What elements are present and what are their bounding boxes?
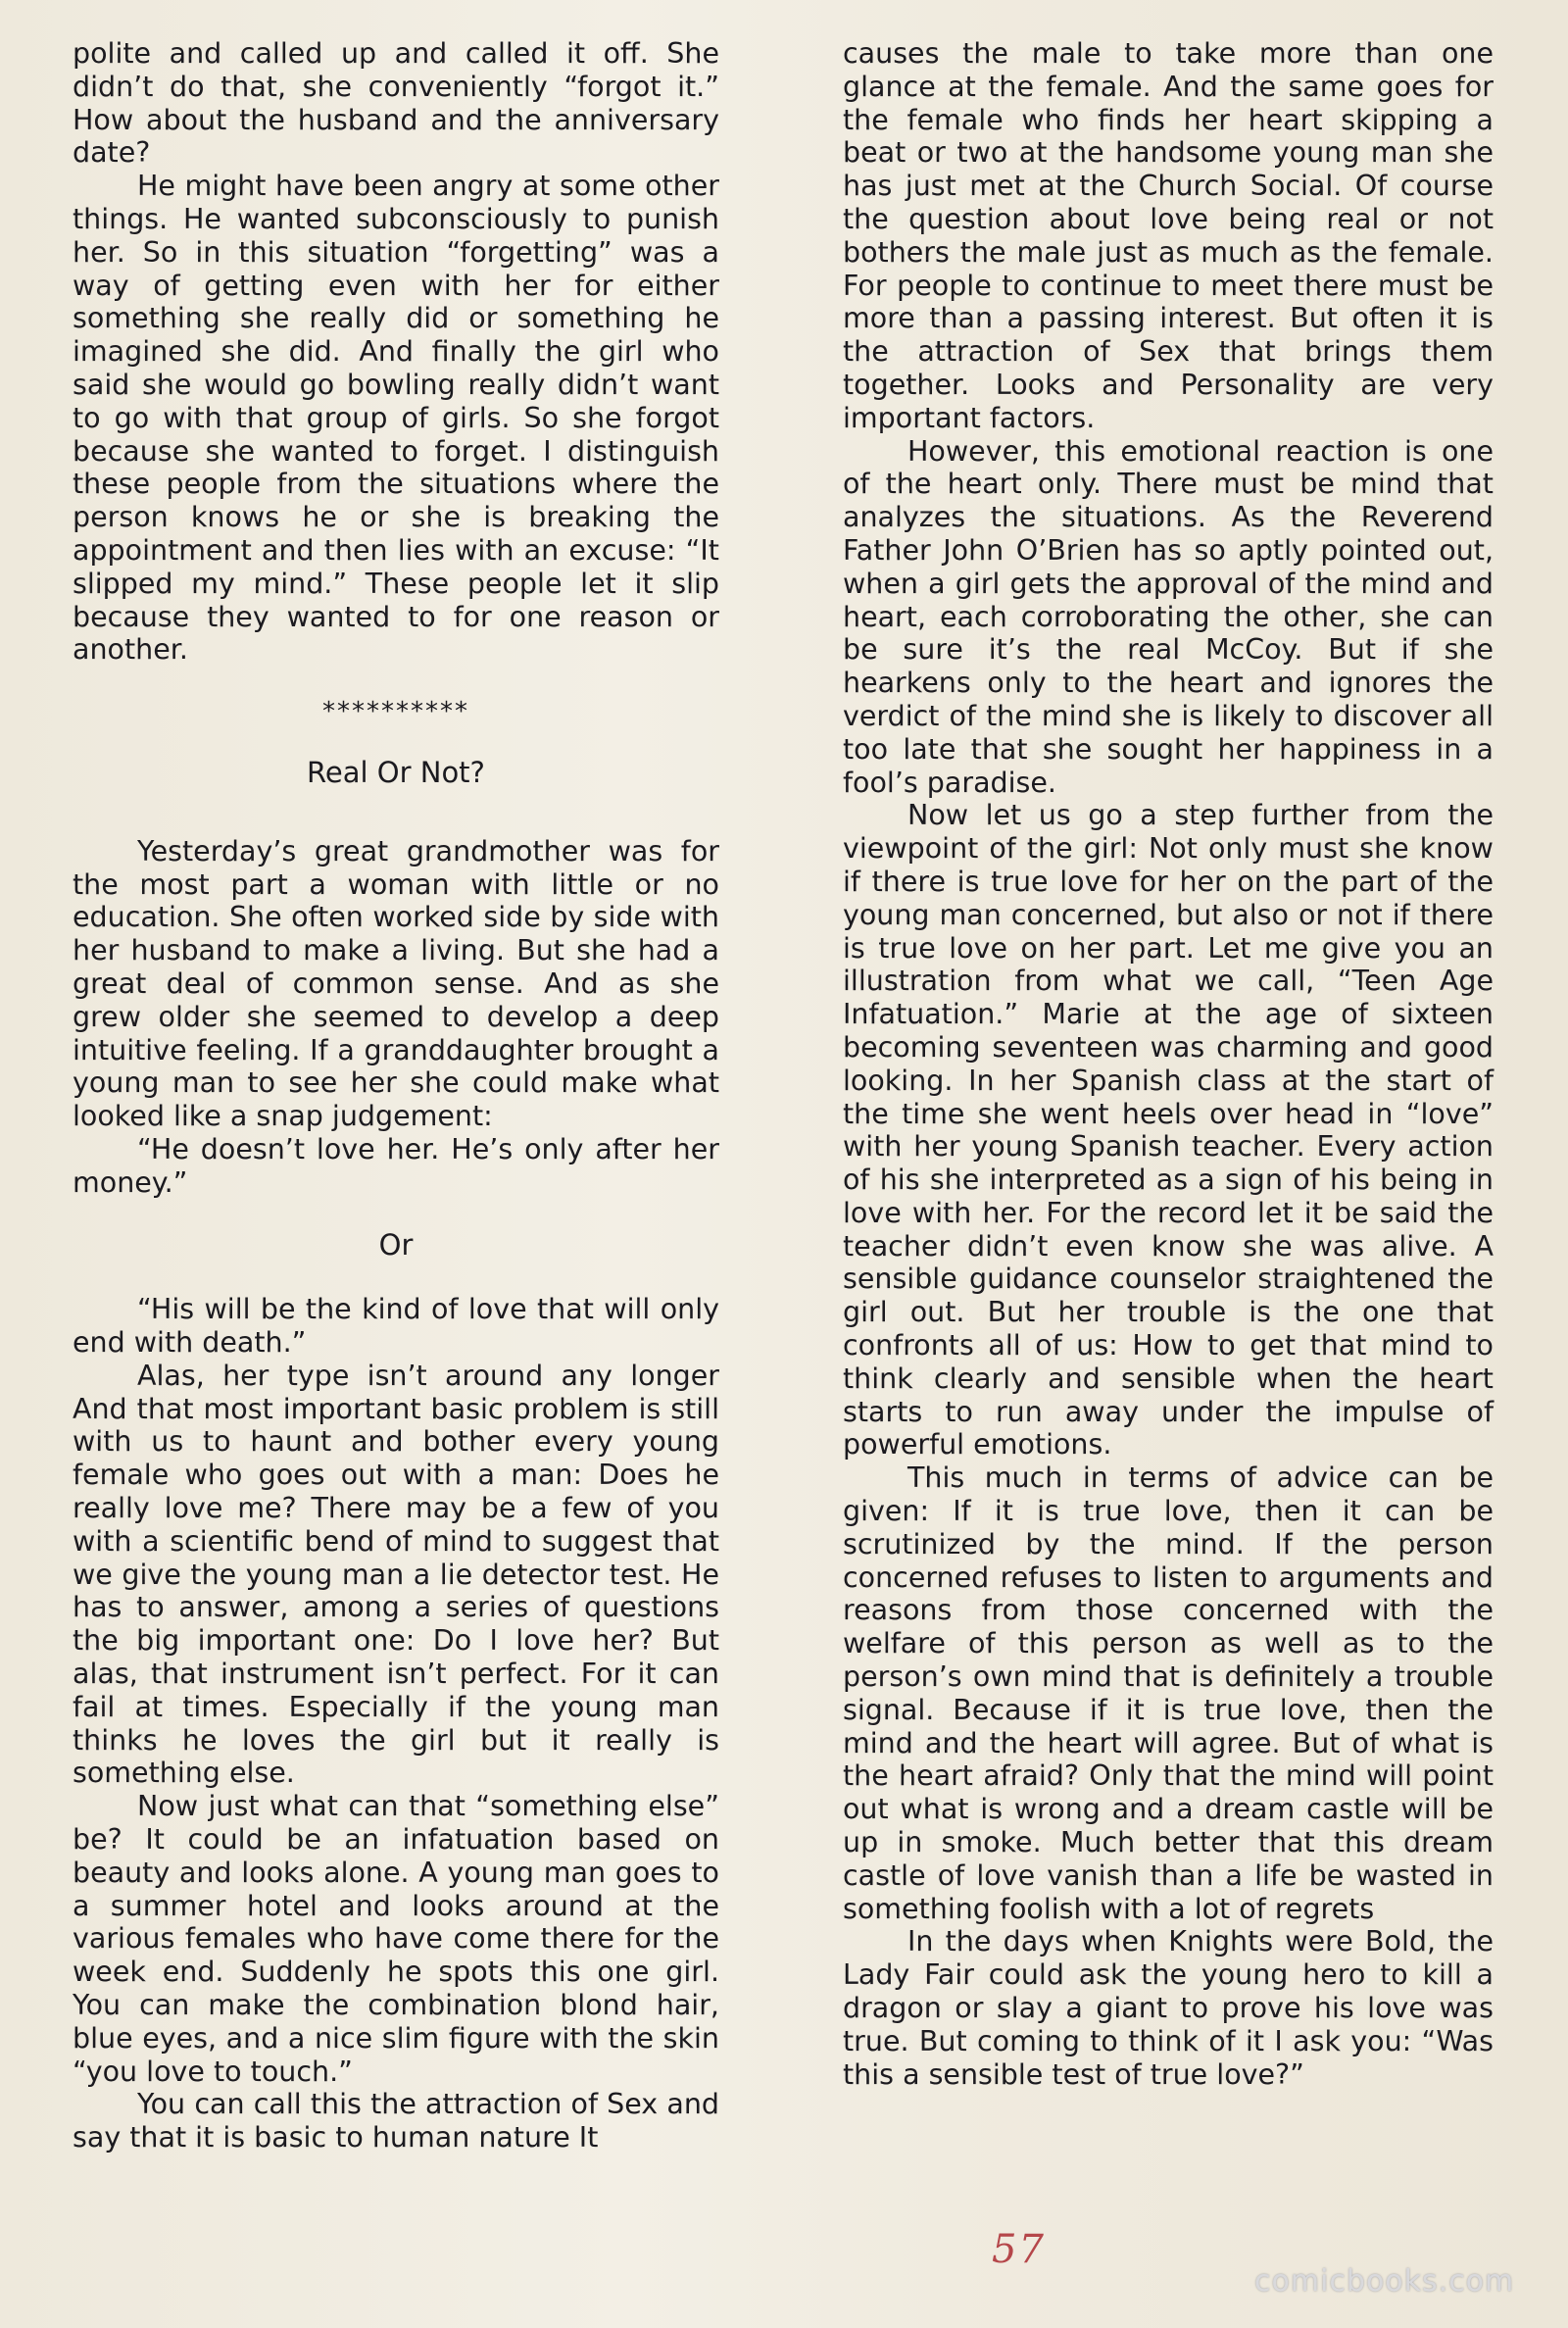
page-number: 57 [992, 2227, 1046, 2272]
watermark-text: comicbooks.com [1254, 2264, 1515, 2299]
paragraph: polite and called up and called it off. She didn’t do that, she conveniently “forgot it.” How about the husband and the anniversary date? [73, 37, 719, 170]
paragraph: He might have been angry at some other things. He wanted subconsciously to punish her. So in this situation “forgetting” was a way of getting even with her for either something she really did or something he imagined she did. And finally the girl who said she would go bowling really didn’t want to go with that group of girls. So she forgot because she wanted to forget. I distinguish these people from the situations where the person knows he or she is breaking the appointment and then lies with an excuse: “It slipped my mind.” These people let it slip because they wanted to for one reason or another. [73, 170, 719, 667]
paragraph: Now let us go a step further from the viewpoint of the girl: Not only must she know if there is true love for her on the part of the young man concerned, but also or not if there is true love on her part. Let me give you an illustration from what we call, “Teen Age Infatuation.” Marie at the age of sixteen becoming seventeen was charming and good looking. In her Spanish class at the start of the time she went heels over head in “love” with her young Spanish teacher. Every action of his she interpreted as a sign of his being in love with her. For the record let it be said the teacher didn’t even know she was alive. A sensible guidance counselor straightened the girl out. But her trouble is the one that confronts all of us: How to get that mind to think clearly and sensible when the heart starts to run away under the impulse of powerful emotions. [843, 799, 1494, 1461]
paragraph: Yesterday’s great grandmother was for the most part a woman with little or no education. She often worked side by side with her husband to make a living. But she had a great deal of common sense. And as she grew older she seemed to develop a deep intuitive feeling. If a granddaughter brought a young man to see her she could make what looked like a snap judgement: [73, 834, 719, 1133]
section-heading: Real Or Not? [307, 755, 485, 789]
section-separator: ********** [322, 697, 469, 727]
paragraph: Alas, her type isn’t around any longer And that most important basic problem is still with us to haunt and bother every young female who goes out with a man: Does he really love me? There may be a few of you with a scientific bend of mind to suggest that we give the young man a lie detector test. He has to answer, among a series of questions the big important one: Do I love her? But alas, that instrument isn’t perfect. For it can fail at times. Especially if the young man thinks he loves the girl but it really is something else. [73, 1359, 719, 1790]
paragraph: Now just what can that “something else” be? It could be an infatuation based on beauty and looks alone. A young man goes to a summer hotel and looks around at the various females who have come there for the week end. Suddenly he spots this one girl. You can make the combination blond hair, blue eyes, and a nice slim figure with the skin “you love to touch.” [73, 1790, 719, 2088]
quote-paragraph: “He doesn’t love her. He’s only after her money.” [73, 1132, 719, 1199]
paragraph: In the days when Knights were Bold, the Lady Fair could ask the young hero to kill a dragon or slay a giant to prove his love was true. But coming to think of it I ask you: “Was this a sensible test of true love?” [843, 1925, 1494, 2091]
paragraph: This much in terms of advice can be given: If it is true love, then it can be scrutinized by the mind. If the person concerned refuses to listen to arguments and reasons from those concerned with the welfare of this person as well as to the person’s own mind that is definitely a trouble signal. Because if it is true love, then the mind and the heart will agree. But of what is the heart afraid? Only that the mind will point out what is wrong and a dream castle will be up in smoke. Much better that this dream castle of love vanish than a life be wasted in something foolish with a lot of regrets [843, 1461, 1494, 1925]
right-column [843, 37, 1494, 2091]
quote-paragraph: “His will be the kind of love that will only end with death.” [73, 1293, 719, 1360]
left-column [73, 37, 719, 2155]
or-divider: Or [378, 1227, 414, 1262]
paragraph: However, this emotional reaction is one of the heart only. There must be mind that analyzes the situations. As the Reverend Father John O’Brien has so aptly pointed out, when a girl gets the approval of the mind and heart, each corroborating the other, she can be sure it’s the real McCoy. But if she hearkens only to the heart and ignores the verdict of the mind she is likely to discover all too late that she sought her happiness in a fool’s paradise. [843, 434, 1494, 799]
paragraph: You can call this the attraction of Sex and say that it is basic to human nature It [73, 2088, 719, 2155]
paragraph: causes the male to take more than one glance at the female. And the same goes for the female who finds her heart skipping a beat or two at the handsome young man she has just met at the Church Social. Of course the question about love being real or not bothers the male just as much as the female. For people to continue to meet there must be more than a passing interest. But often it is the attraction of Sex that brings them together. Looks and Personality are very important factors. [843, 37, 1494, 434]
